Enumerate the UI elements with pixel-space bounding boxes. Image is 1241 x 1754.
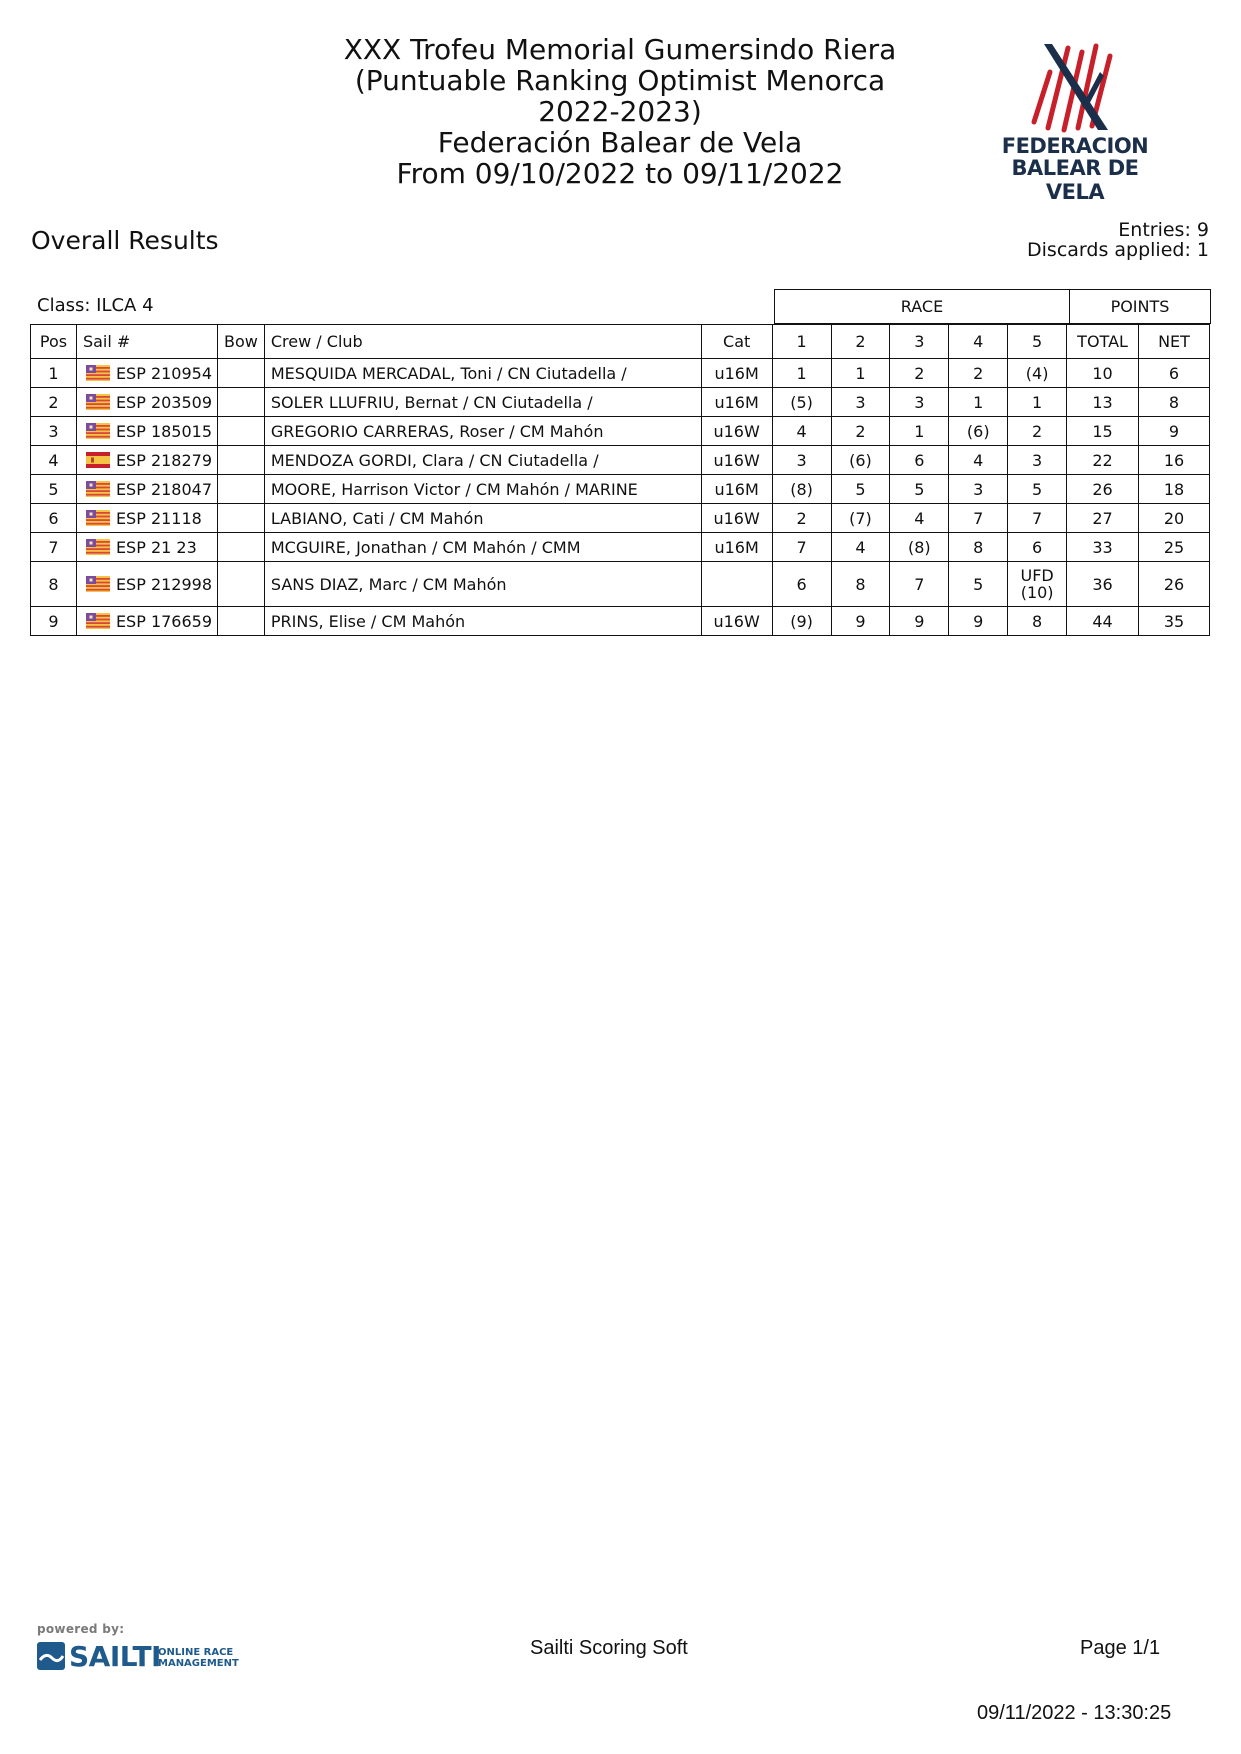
cat-cell: u16M: [701, 475, 772, 504]
balearic-flag-icon: [86, 613, 110, 629]
header-race-3: 3: [890, 325, 949, 359]
sailti-tagline-line-1: ONLINE RACE: [158, 1647, 234, 1658]
penalty-code: UFD: [1020, 566, 1054, 585]
federation-logo: [990, 42, 1160, 204]
sailti-brand: SAILTI: [69, 1640, 161, 1673]
race-3-cell: 2: [890, 359, 949, 388]
total-cell: 36: [1067, 562, 1139, 607]
sailti-tagline-line-2: MANAGEMENT: [158, 1658, 239, 1669]
sailti-logo: [37, 1640, 237, 1676]
net-cell: 18: [1139, 475, 1210, 504]
title-line-1: XXX Trofeu Memorial Gumersindo Riera: [343, 33, 897, 66]
race-4-cell: 9: [949, 607, 1008, 636]
pos-cell: 4: [31, 446, 77, 475]
sail-cell: [76, 359, 217, 388]
pos-cell: 3: [31, 417, 77, 446]
race-2-cell: 8: [831, 562, 890, 607]
net-cell: 8: [1139, 388, 1210, 417]
race-4-cell: 1: [949, 388, 1008, 417]
net-cell: 26: [1139, 562, 1210, 607]
results-table: [30, 324, 1210, 636]
table-row: [31, 446, 1210, 475]
crew-cell: MESQUIDA MERCADAL, Toni / CN Ciutadella /: [264, 359, 701, 388]
logo-text-line-2: BALEAR DE VELA: [1011, 156, 1139, 204]
header-crew: Crew / Club: [264, 325, 701, 359]
discards-applied: Discards applied: 1: [1027, 239, 1209, 261]
race-5-cell: 3: [1008, 446, 1067, 475]
table-row: [31, 388, 1210, 417]
pos-cell: 9: [31, 607, 77, 636]
bow-cell: [217, 475, 264, 504]
title-line-4: Federación Balear de Vela: [437, 126, 803, 159]
header-pos: Pos: [31, 325, 77, 359]
sailti-tagline: [158, 1647, 239, 1669]
cat-cell: u16W: [701, 417, 772, 446]
sail-cell: [76, 446, 217, 475]
total-cell: 27: [1067, 504, 1139, 533]
penalty-score: (10): [1020, 583, 1054, 602]
table-header-row: [31, 325, 1210, 359]
crew-cell: MENDOZA GORDI, Clara / CN Ciutadella /: [264, 446, 701, 475]
total-cell: 44: [1067, 607, 1139, 636]
cat-cell: [701, 562, 772, 607]
sail-number: ESP 185015: [115, 421, 213, 441]
balearic-flag-icon: [86, 423, 110, 439]
race-2-cell: 4: [831, 533, 890, 562]
logo-text-line-1: FEDERACION: [1001, 134, 1149, 158]
bow-cell: [217, 562, 264, 607]
total-cell: 26: [1067, 475, 1139, 504]
cat-cell: u16M: [701, 388, 772, 417]
race-3-cell: (8): [890, 533, 949, 562]
sail-cell: [76, 388, 217, 417]
race-2-cell: (7): [831, 504, 890, 533]
net-cell: 9: [1139, 417, 1210, 446]
sail-number: ESP 210954: [115, 363, 213, 383]
header-race-1: 1: [772, 325, 831, 359]
powered-by-label: powered by:: [37, 1622, 125, 1636]
table-row: [31, 607, 1210, 636]
table-row: [31, 504, 1210, 533]
pos-cell: 1: [31, 359, 77, 388]
race-2-cell: 3: [831, 388, 890, 417]
race-1-cell: 4: [772, 417, 831, 446]
section-title: Overall Results: [31, 226, 219, 255]
bow-cell: [217, 359, 264, 388]
total-cell: 22: [1067, 446, 1139, 475]
bow-cell: [217, 533, 264, 562]
total-cell: 33: [1067, 533, 1139, 562]
pos-cell: 5: [31, 475, 77, 504]
header-race-2: 2: [831, 325, 890, 359]
cat-cell: u16W: [701, 446, 772, 475]
title-line-2: (Puntuable Ranking Optimist Menorca: [354, 64, 886, 97]
crew-cell: SOLER LLUFRIU, Bernat / CN Ciutadella /: [264, 388, 701, 417]
net-cell: 16: [1139, 446, 1210, 475]
race-5-cell: 6: [1008, 533, 1067, 562]
header-cat: Cat: [701, 325, 772, 359]
net-cell: 35: [1139, 607, 1210, 636]
race-1-cell: 2: [772, 504, 831, 533]
race-3-cell: 3: [890, 388, 949, 417]
sail-number: ESP 203509: [115, 392, 213, 412]
bow-cell: [217, 388, 264, 417]
column-group-header: [774, 289, 1211, 324]
race-1-cell: 3: [772, 446, 831, 475]
bow-cell: [217, 504, 264, 533]
cat-cell: u16M: [701, 359, 772, 388]
event-title: [320, 34, 920, 189]
bow-cell: [217, 417, 264, 446]
balearic-flag-icon: [86, 576, 110, 592]
balearic-flag-icon: [86, 365, 110, 381]
race-5-cell: 1: [1008, 388, 1067, 417]
header-bow: Bow: [217, 325, 264, 359]
net-cell: 20: [1139, 504, 1210, 533]
race-4-cell: 7: [949, 504, 1008, 533]
crew-cell: MCGUIRE, Jonathan / CM Mahón / CMM: [264, 533, 701, 562]
sail-number: ESP 218279: [115, 450, 213, 470]
race-3-cell: 9: [890, 607, 949, 636]
crew-cell: GREGORIO CARRERAS, Roser / CM Mahón: [264, 417, 701, 446]
title-line-3: 2022-2023): [538, 95, 702, 128]
race-3-cell: 5: [890, 475, 949, 504]
race-2-cell: 2: [831, 417, 890, 446]
title-line-5: From 09/10/2022 to 09/11/2022: [396, 157, 844, 190]
header-total: TOTAL: [1067, 325, 1139, 359]
race-3-cell: 1: [890, 417, 949, 446]
balearic-flag-icon: [86, 510, 110, 526]
sail-cell: [76, 607, 217, 636]
crew-cell: SANS DIAZ, Marc / CM Mahón: [264, 562, 701, 607]
sail-number: ESP 21 23: [115, 537, 197, 557]
race-2-cell: 1: [831, 359, 890, 388]
pos-cell: 2: [31, 388, 77, 417]
points-group-header: POINTS: [1070, 290, 1211, 324]
total-cell: 15: [1067, 417, 1139, 446]
crew-cell: MOORE, Harrison Victor / CM Mahón / MARINE: [264, 475, 701, 504]
cat-cell: u16W: [701, 504, 772, 533]
table-row: [31, 562, 1210, 607]
race-group-header: RACE: [775, 290, 1070, 324]
race-2-cell: 5: [831, 475, 890, 504]
sail-cell: [76, 417, 217, 446]
net-cell: 25: [1139, 533, 1210, 562]
header-race-4: 4: [949, 325, 1008, 359]
sail-number: ESP 21118: [115, 508, 202, 528]
race-4-cell: (6): [949, 417, 1008, 446]
table-row: [31, 359, 1210, 388]
table-row: [31, 533, 1210, 562]
race-1-cell: 1: [772, 359, 831, 388]
header-sail: Sail #: [76, 325, 217, 359]
sail-number: ESP 212998: [115, 574, 213, 594]
race-4-cell: 8: [949, 533, 1008, 562]
header-net: NET: [1139, 325, 1210, 359]
race-3-cell: 4: [890, 504, 949, 533]
race-4-cell: 3: [949, 475, 1008, 504]
race-4-cell: 4: [949, 446, 1008, 475]
cat-cell: u16W: [701, 607, 772, 636]
balearic-flag-icon: [86, 481, 110, 497]
race-4-cell: 2: [949, 359, 1008, 388]
cat-cell: u16M: [701, 533, 772, 562]
sail-cell: [76, 533, 217, 562]
bow-cell: [217, 446, 264, 475]
pos-cell: 7: [31, 533, 77, 562]
software-name: Sailti Scoring Soft: [530, 1637, 688, 1659]
bow-cell: [217, 607, 264, 636]
federation-logo-icon: [1030, 42, 1120, 134]
sail-number: ESP 176659: [115, 611, 213, 631]
race-1-cell: (8): [772, 475, 831, 504]
race-5-cell: 2: [1008, 417, 1067, 446]
race-3-cell: 6: [890, 446, 949, 475]
total-cell: 10: [1067, 359, 1139, 388]
sail-number: ESP 218047: [115, 479, 213, 499]
race-5-cell: 5: [1008, 475, 1067, 504]
sailti-wave-icon: [37, 1642, 65, 1670]
race-5-cell: 7: [1008, 504, 1067, 533]
sail-cell: [76, 475, 217, 504]
table-row: [31, 417, 1210, 446]
print-timestamp: 09/11/2022 - 13:30:25: [977, 1702, 1172, 1724]
race-1-cell: 6: [772, 562, 831, 607]
class-label: Class: ILCA 4: [37, 295, 154, 316]
entries-count: Entries: 9: [1118, 219, 1209, 241]
race-2-cell: 9: [831, 607, 890, 636]
pos-cell: 8: [31, 562, 77, 607]
race-2-cell: (6): [831, 446, 890, 475]
net-cell: 6: [1139, 359, 1210, 388]
sail-cell: [76, 504, 217, 533]
balearic-flag-icon: [86, 394, 110, 410]
race-5-cell: 8: [1008, 607, 1067, 636]
race-4-cell: 5: [949, 562, 1008, 607]
race-1-cell: (9): [772, 607, 831, 636]
total-cell: 13: [1067, 388, 1139, 417]
race-5-cell: [1008, 562, 1067, 607]
pos-cell: 6: [31, 504, 77, 533]
race-3-cell: 7: [890, 562, 949, 607]
crew-cell: PRINS, Elise / CM Mahón: [264, 607, 701, 636]
balearic-flag-icon: [86, 539, 110, 555]
crew-cell: LABIANO, Cati / CM Mahón: [264, 504, 701, 533]
race-1-cell: 7: [772, 533, 831, 562]
table-row: [31, 475, 1210, 504]
entries-info: [1027, 220, 1209, 260]
sail-cell: [76, 562, 217, 607]
header-race-5: 5: [1008, 325, 1067, 359]
race-5-cell: (4): [1008, 359, 1067, 388]
page-number: Page 1/1: [1080, 1637, 1161, 1659]
race-1-cell: (5): [772, 388, 831, 417]
spain-flag-icon: [86, 452, 110, 468]
